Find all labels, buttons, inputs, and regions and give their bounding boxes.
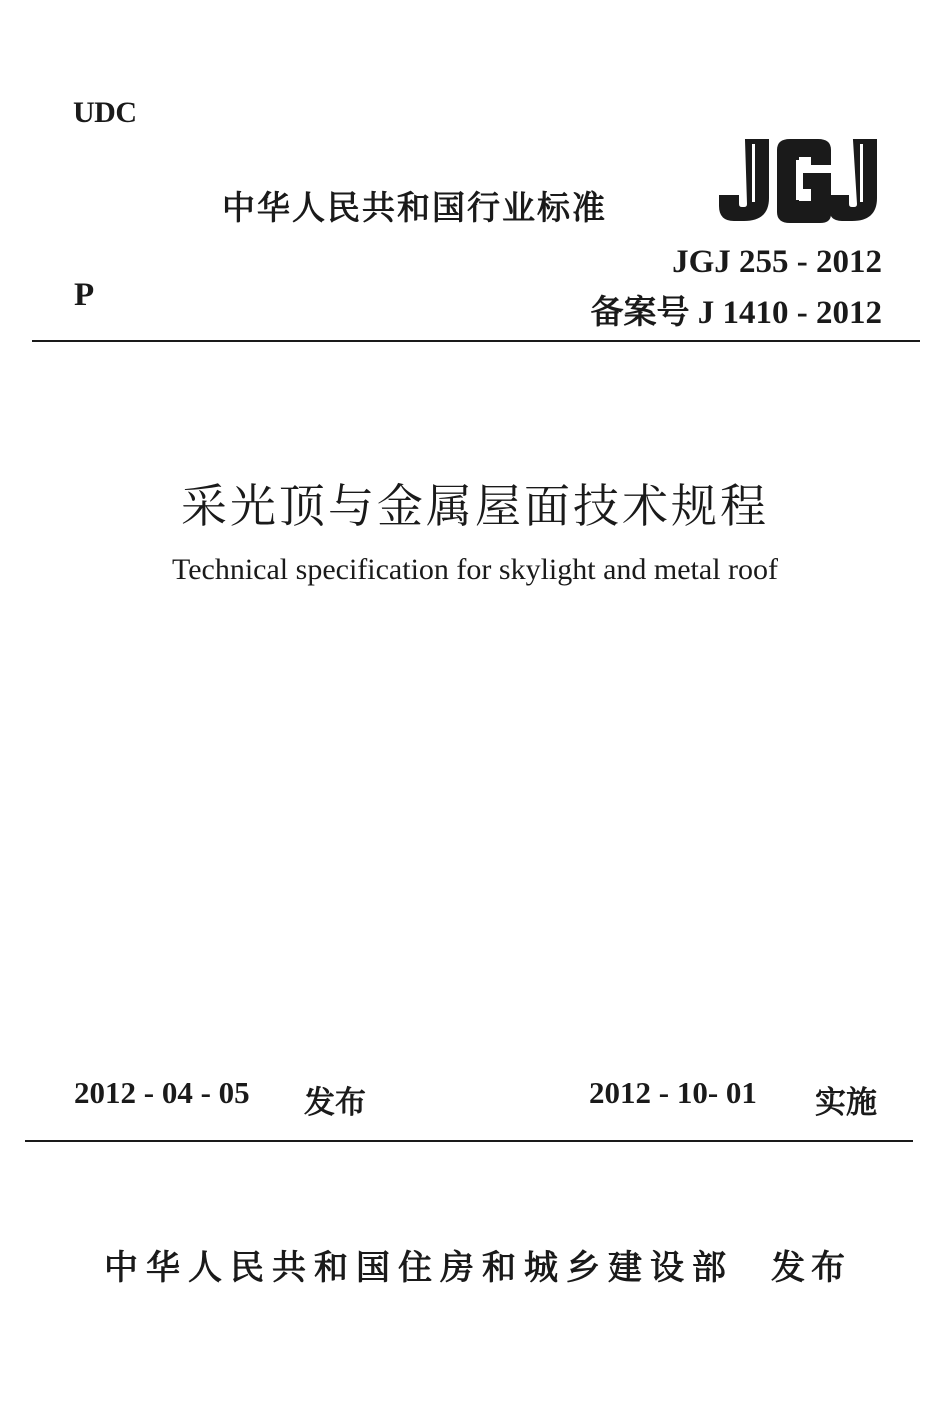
standard-category: 中华人民共和国行业标准 — [222, 188, 607, 227]
standard-code: JGJ 255 - 2012 — [672, 244, 882, 280]
classification-letter: P — [74, 277, 95, 313]
title-english: Technical specification for skylight and metal roof — [171, 553, 779, 586]
issue-date: 2012 - 04 - 05 — [74, 1075, 250, 1110]
bottom-divider — [25, 1140, 913, 1142]
record-number: 备案号 J 1410 - 2012 — [590, 295, 882, 331]
title-chinese: 采光顶与金属屋面技术规程 — [181, 479, 769, 533]
udc-label: UDC — [73, 96, 137, 129]
implementation-label: 实施 — [815, 1085, 877, 1121]
implementation-date: 2012 - 10- 01 — [589, 1075, 757, 1110]
publish-label: 发布 — [771, 1248, 851, 1288]
jgj-logo — [716, 136, 884, 224]
issue-label: 发布 — [304, 1085, 366, 1121]
top-divider — [32, 340, 920, 342]
publisher: 中华人民共和国住房和城乡建设部 — [104, 1248, 734, 1288]
